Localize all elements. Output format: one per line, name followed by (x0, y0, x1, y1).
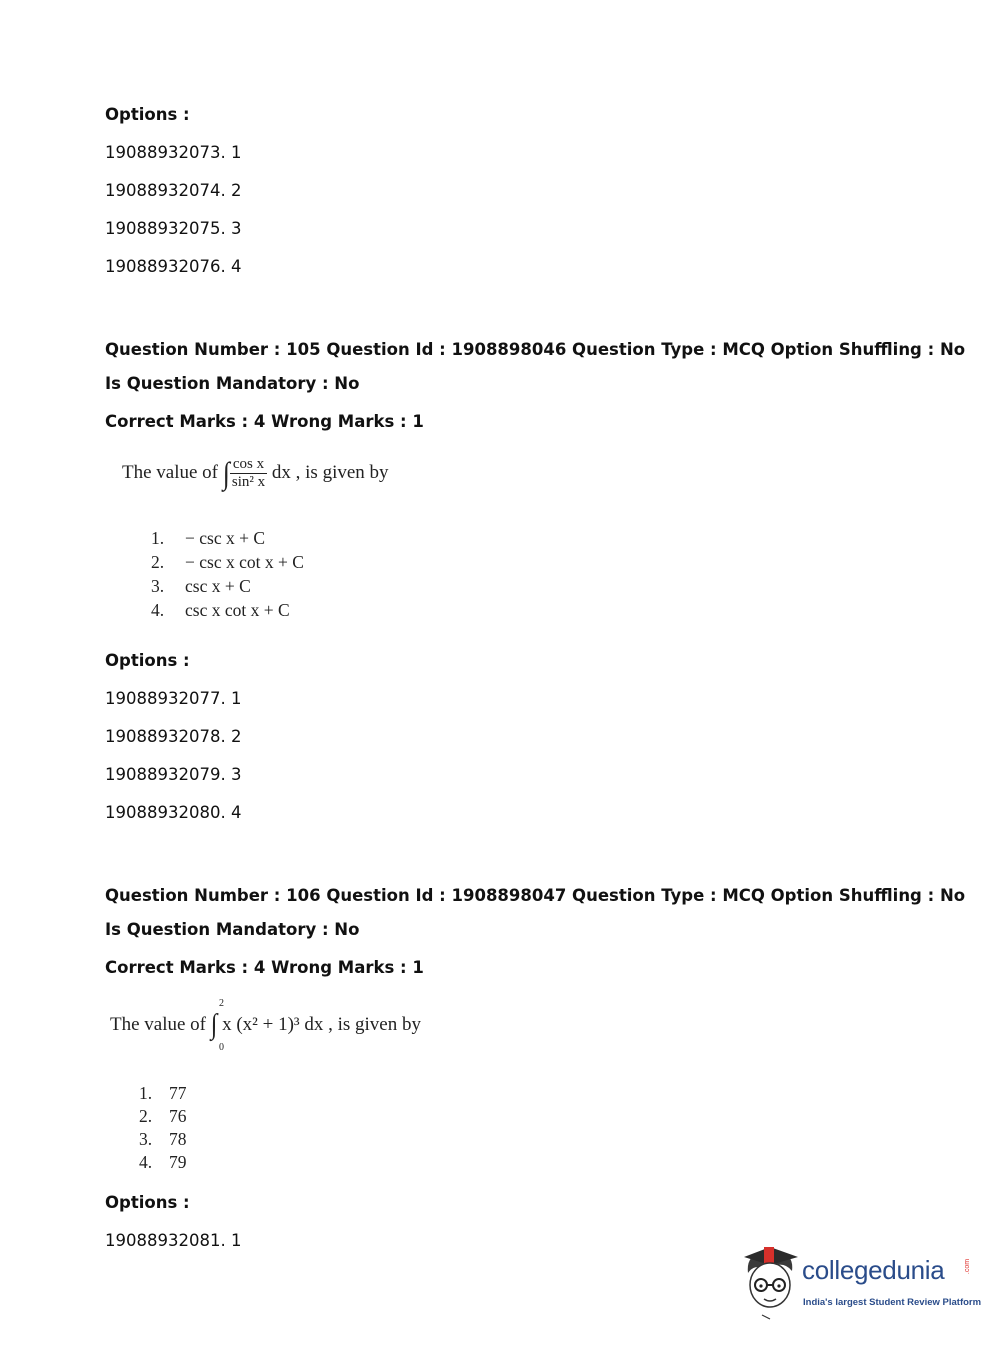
option-id: 19088932079. 3 (105, 765, 242, 784)
question-marks: Correct Marks : 4 Wrong Marks : 1 (105, 958, 424, 977)
choice-item: 2. − csc x cot x + C (151, 552, 304, 572)
integral-sign: ∫ (210, 1009, 218, 1041)
fraction-denominator: sin² x (231, 474, 266, 490)
logo-tagline: India's largest Student Review Platform (803, 1297, 982, 1308)
question-mandatory: Is Question Mandatory : No (105, 920, 360, 939)
choice-item: 1. 77 (139, 1083, 187, 1103)
question-header: Question Number : 106 Question Id : 1908898047 Question Type : MCQ Option Shuffling : No (105, 886, 966, 905)
options-label: Options : (105, 651, 190, 670)
logo-wordmark: collegedunia (802, 1255, 945, 1285)
option-id: 19088932077. 1 (105, 689, 242, 708)
stem-suffix: dx , is given by (271, 461, 389, 483)
choice-item: 3. csc x + C (151, 576, 251, 596)
collegedunia-logo (740, 1245, 982, 1320)
choice-item: 2. 76 (139, 1106, 187, 1126)
option-id: 19088932078. 2 (105, 727, 242, 746)
mascot-icon (740, 1245, 802, 1320)
fraction-numerator: cos x (230, 456, 267, 474)
stem-suffix: , is given by (328, 1013, 421, 1035)
option-id: 19088932073. 1 (105, 143, 242, 162)
choice-item: 4. csc x cot x + C (151, 600, 290, 620)
choice-item: 4. 79 (139, 1152, 187, 1172)
question-header: Question Number : 105 Question Id : 1908898046 Question Type : MCQ Option Shuffling : No (105, 340, 966, 359)
question-stem (122, 456, 389, 491)
integral-lower-limit: 0 (219, 1042, 224, 1053)
option-id: 19088932075. 3 (105, 219, 242, 238)
option-id: 19088932074. 2 (105, 181, 242, 200)
integral-sign: ∫ (222, 455, 230, 491)
question-mandatory: Is Question Mandatory : No (105, 374, 360, 393)
integral-upper-limit: 2 (219, 998, 224, 1009)
logo-suffix: .com (964, 1258, 972, 1275)
stem-prefix: The value of (110, 1013, 207, 1035)
options-label: Options : (105, 105, 190, 124)
integrand-fraction (230, 456, 267, 491)
choice-item: 1. − csc x + C (151, 528, 266, 548)
choice-item: 3. 78 (139, 1129, 187, 1149)
question-stem (110, 1009, 421, 1041)
option-id: 19088932076. 4 (105, 257, 242, 276)
option-id: 19088932080. 4 (105, 803, 242, 822)
integrand: x (x² + 1)³ dx (222, 1013, 324, 1035)
question-marks: Correct Marks : 4 Wrong Marks : 1 (105, 412, 424, 431)
options-label: Options : (105, 1193, 190, 1212)
stem-prefix: The value of (122, 461, 219, 483)
option-id: 19088932081. 1 (105, 1231, 242, 1250)
